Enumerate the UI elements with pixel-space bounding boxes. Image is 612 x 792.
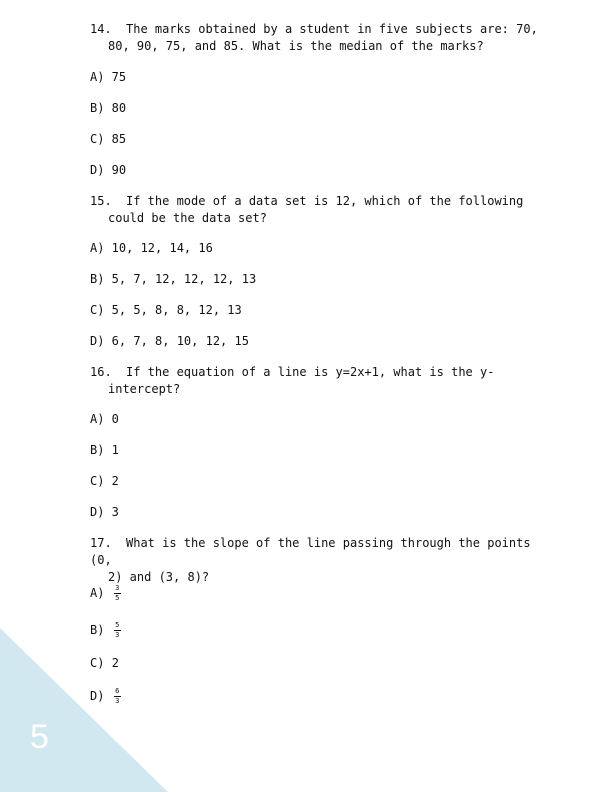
option-15-c: C) 5, 5, 8, 8, 12, 13: [90, 303, 242, 317]
option-17-a: A) $\frac{3}{5}$: [90, 584, 120, 602]
option-15-a: A) 10, 12, 14, 16: [90, 241, 213, 255]
question-15: [90, 193, 540, 227]
fraction: $\frac{3}{5}$: [115, 584, 120, 602]
question-number: 17.: [90, 536, 112, 550]
option-14-d: D) 90: [90, 163, 127, 177]
question-text: The marks obtained by a student in five subjects are: 70,: [126, 22, 538, 36]
option-15-b: B) 5, 7, 12, 12, 12, 13: [90, 272, 257, 286]
question-text-cont: 2) and (3, 8)?: [108, 570, 210, 584]
fraction: $\frac{5}{3}$: [115, 621, 120, 639]
question-text: What is the slope of the line passing through the points (0,: [90, 536, 531, 567]
question-14: [90, 21, 540, 55]
page-number: 5: [30, 718, 49, 756]
option-16-c: C) 2: [90, 474, 119, 488]
fraction: $\frac{6}{3}$: [115, 687, 120, 705]
question-16: [90, 364, 540, 398]
option-14-b: B) 80: [90, 101, 127, 115]
question-text: If the equation of a line is y=2x+1, what is the y-: [126, 365, 495, 379]
question-text-cont: 80, 90, 75, and 85. What is the median of the marks?: [108, 39, 484, 53]
option-14-a: A) 75: [90, 70, 127, 84]
option-17-c: C) 2: [90, 656, 119, 670]
option-16-b: B) 1: [90, 443, 119, 457]
option-16-d: D) 3: [90, 505, 119, 519]
option-14-c: C) 85: [90, 132, 127, 146]
question-text: If the mode of a data set is 12, which of the following: [126, 194, 524, 208]
question-number: 16.: [90, 365, 112, 379]
option-16-a: A) 0: [90, 412, 119, 426]
question-number: 14.: [90, 22, 112, 36]
question-17: [90, 535, 540, 586]
question-text-cont: intercept?: [108, 382, 181, 396]
option-17-d: D) $\frac{6}{3}$: [90, 687, 120, 705]
option-15-d: D) 6, 7, 8, 10, 12, 15: [90, 334, 249, 348]
option-17-b: B) $\frac{5}{3}$: [90, 621, 120, 639]
question-text-cont: could be the data set?: [108, 211, 267, 225]
question-number: 15.: [90, 194, 112, 208]
